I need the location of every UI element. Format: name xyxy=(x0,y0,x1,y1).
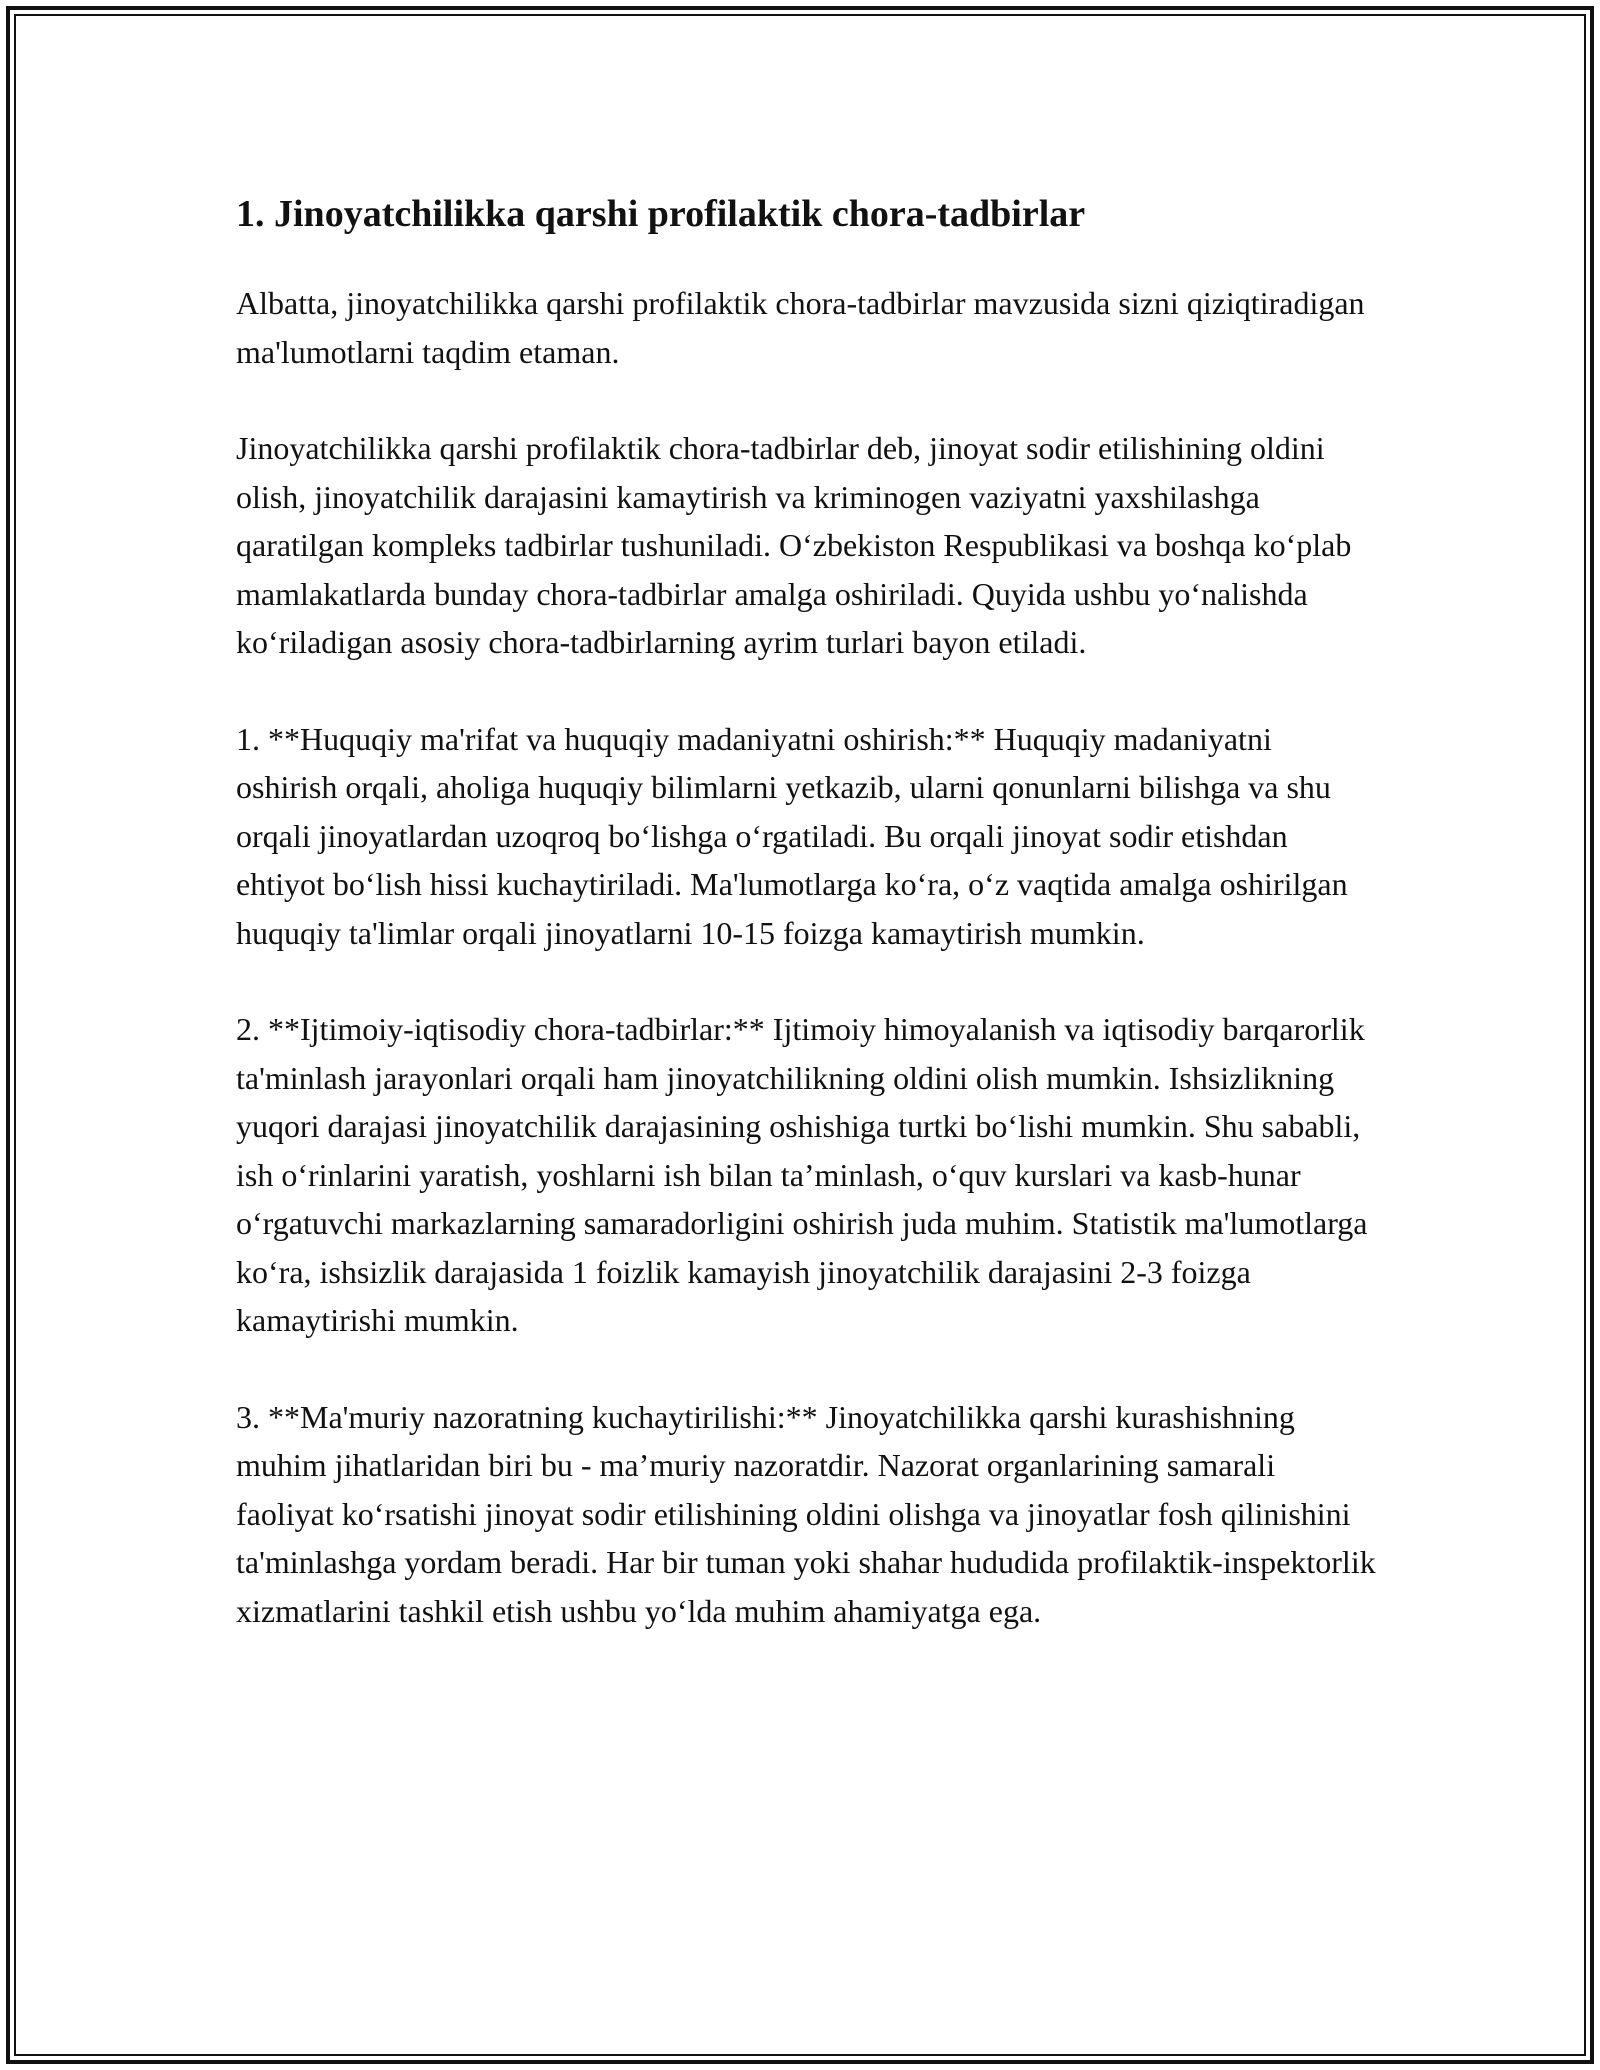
paragraph-intro: Albatta, jinoyatchilikka qarshi profilaktik chora-tadbirlar mavzusida sizni qiziqtiradigan ma'lumotlarni taqdim etaman. xyxy=(236,285,1365,370)
document-body xyxy=(236,187,1376,1683)
paragraph-definition: Jinoyatchilikka qarshi profilaktik chora-tadbirlar deb, jinoyat sodir etilishining oldini olish, jinoyatchilik darajasini kamaytirish va kriminogen vaziyatni yaxshilashga qaratilgan kompleks tadbirlar tushuniladi. Oʻzbekiston Respublikasi va boshqa koʻplab mamlakatlarda bunday chora-tadbirlar amalga oshiriladi. Quyida ushbu yoʻnalishda koʻriladigan asosiy chora-tadbirlarning ayrim turlari bayon etiladi. xyxy=(236,430,1352,660)
section-heading: 1. Jinoyatchilikka qarshi profilaktik chora-tadbirlar xyxy=(236,193,1086,235)
paragraph-item-2: 2. **Ijtimoiy-iqtisodiy chora-tadbirlar:** Ijtimoiy himoyalanish va iqtisodiy barqarorlik ta'minlash jarayonlari orqali ham jinoyatchilikning oldini olish mumkin. Ishsizlikning yuqori darajasi jinoyatchilik darajasining oshishiga turtki boʻlishi mumkin. Shu sababli, ish oʻrinlarini yaratish, yoshlarni ish bilan ta’minlash, oʻquv kurslari va kasb-hunar oʻrgatuvchi markazlarning samaradorligini oshirish juda muhim. Statistik ma'lumotlarga koʻra, ishsizlik darajasida 1 foizlik kamayish jinoyatchilik darajasini 2-3 foizga kamaytirishi mumkin. xyxy=(236,1011,1368,1338)
paragraph-item-1: 1. **Huquqiy ma'rifat va huquqiy madaniyatni oshirish:** Huquqiy madaniyatni oshirish orqali, aholiga huquqiy bilimlarni yetkazib, ularni qonunlarni bilishga va shu orqali jinoyatlardan uzoqroq boʻlishga oʻrgatiladi. Bu orqali jinoyat sodir etishdan ehtiyot boʻlish hissi kuchaytiriladi. Ma'lumotlarga koʻra, oʻz vaqtida amalga oshirilgan huquqiy ta'limlar orqali jinoyatlarni 10-15 foizga kamaytirish mumkin. xyxy=(236,720,1348,951)
paragraph-item-3: 3. **Ma'muriy nazoratning kuchaytirilishi:** Jinoyatchilikka qarshi kurashishning muhim jihatlaridan biri bu - ma’muriy nazoratdir. Nazorat organlarining samarali faoliyat koʻrsatishi jinoyat sodir etilishining oldini olishga va jinoyatlar fosh qilinishini ta'minlashga yordam beradi. Har bir tuman yoki shahar hududida profilaktik-inspektorlik xizmatlarini tashkil etish ushbu yoʻlda muhim ahamiyatga ega. xyxy=(236,1398,1376,1629)
